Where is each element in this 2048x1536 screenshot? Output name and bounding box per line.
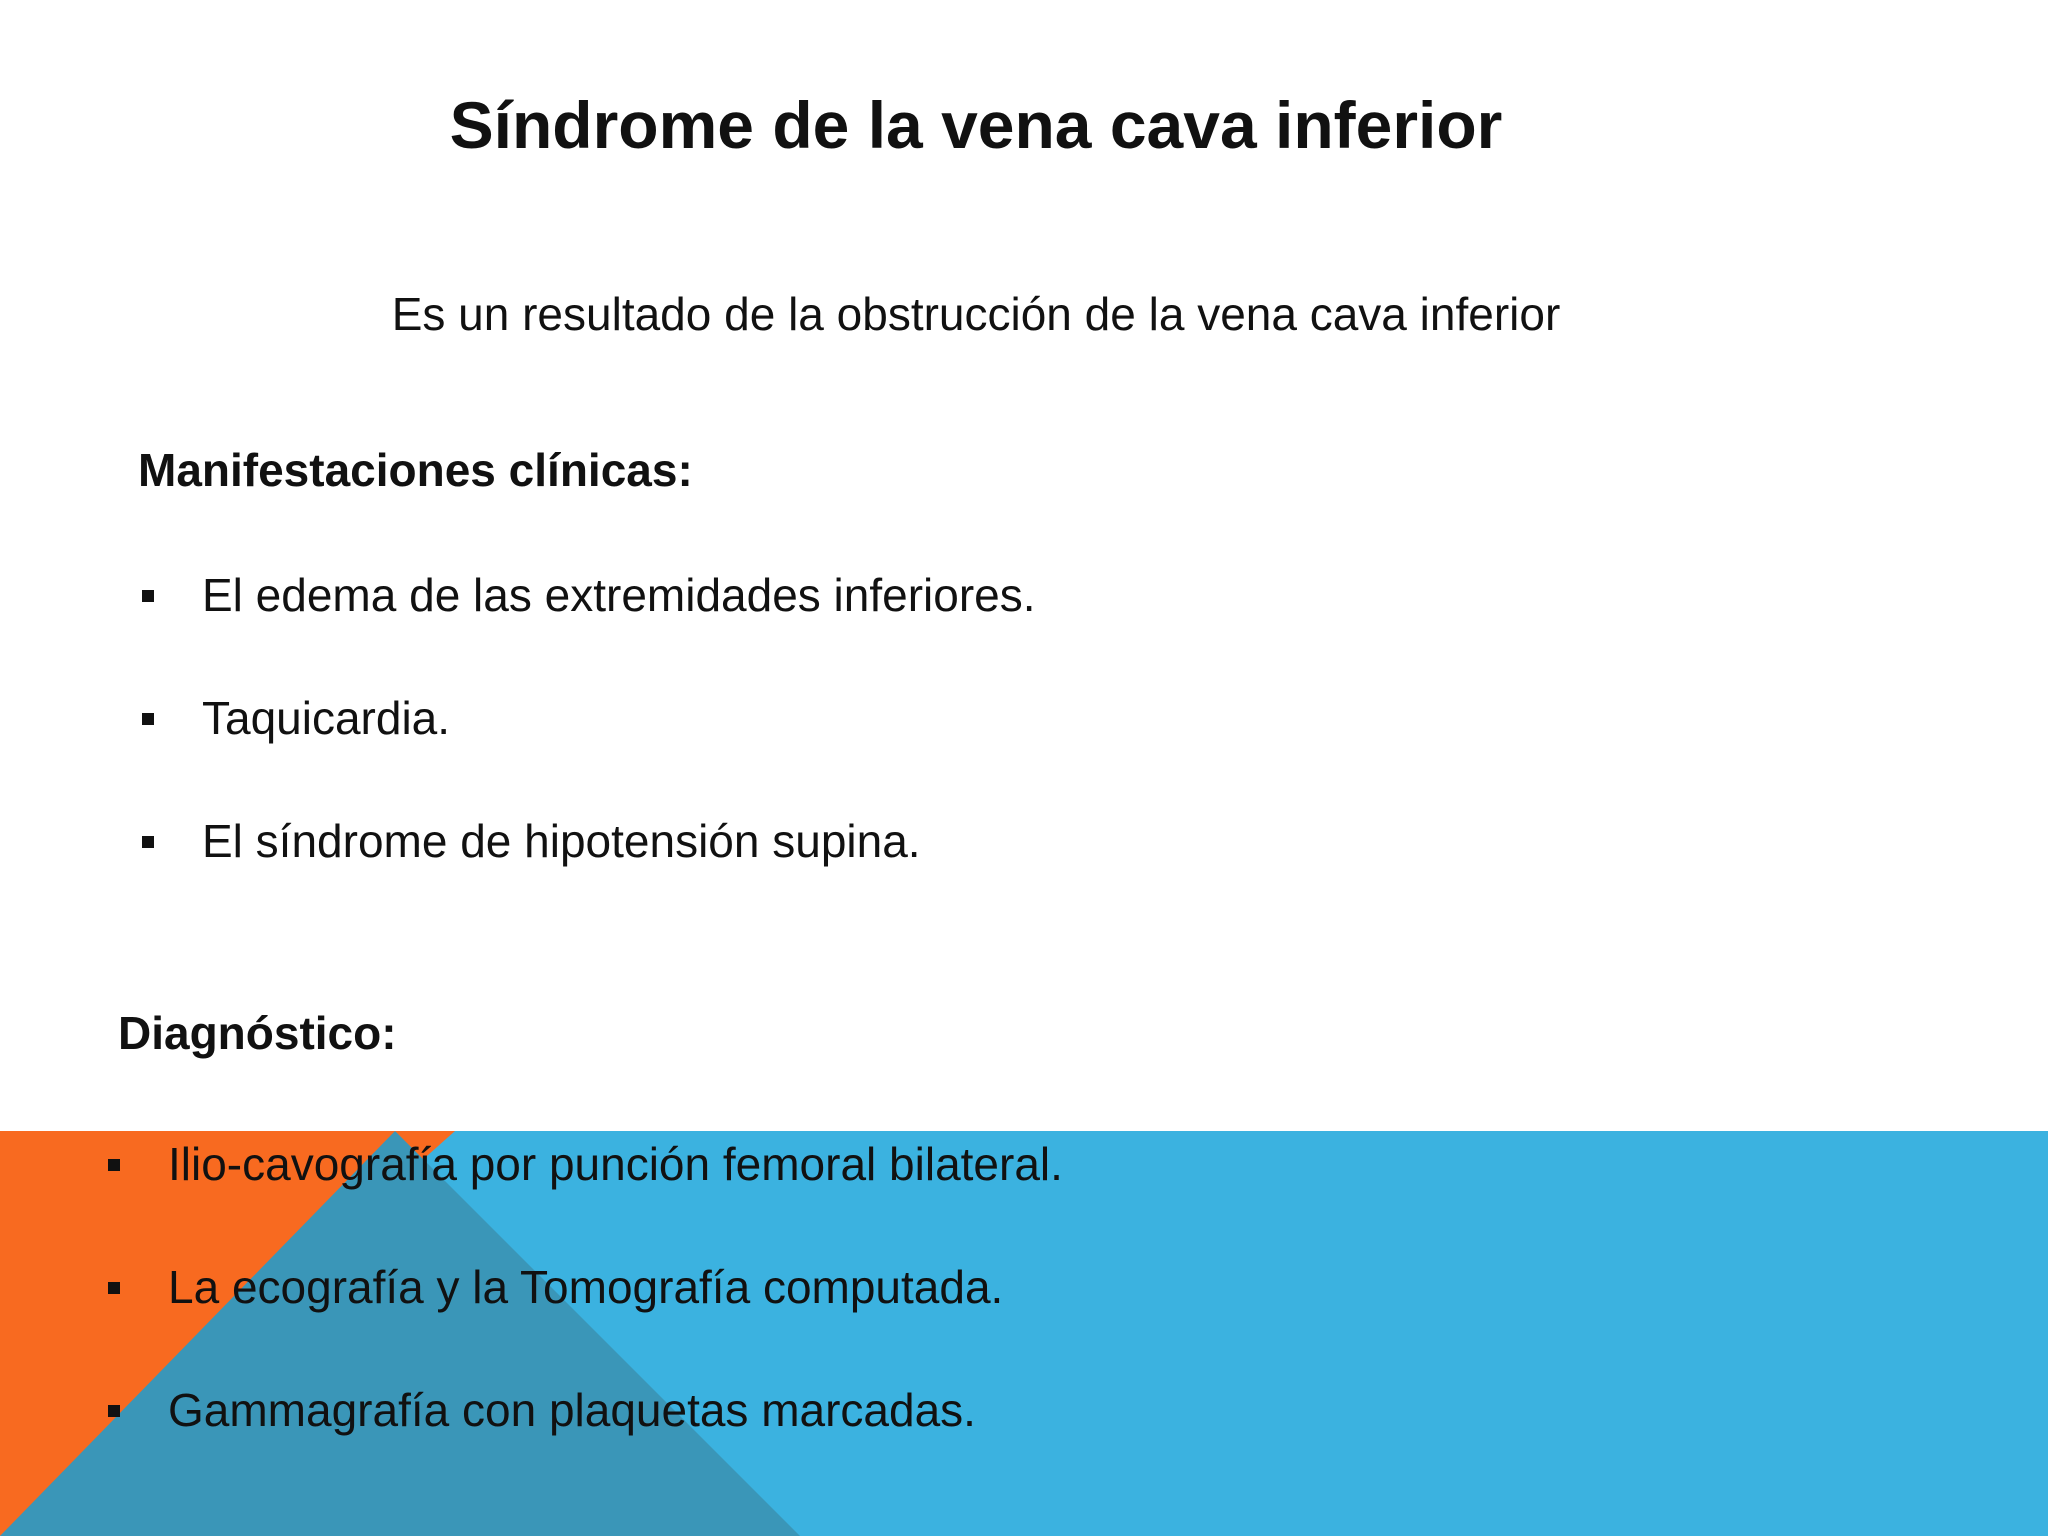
square-bullet-icon: [108, 1405, 120, 1417]
manifestations-heading: Manifestaciones clínicas:: [138, 444, 693, 496]
square-bullet-icon: [142, 590, 154, 602]
square-bullet-icon: [142, 836, 154, 848]
subtitle: Es un resultado de la obstrucción de la vena cava inferior: [391, 288, 1561, 340]
page-title: Síndrome de la vena cava inferior: [449, 88, 1503, 162]
list-item-text: La ecografía y la Tomografía computada.: [168, 1261, 1004, 1313]
square-bullet-icon: [108, 1159, 120, 1171]
list-item-text: El síndrome de hipotensión supina.: [202, 815, 921, 867]
list-item-text: Gammagrafía con plaquetas marcadas.: [168, 1384, 976, 1436]
square-bullet-icon: [108, 1282, 120, 1294]
list-item-text: Ilio-cavografía por punción femoral bilateral.: [168, 1138, 1063, 1190]
diagnosis-heading: Diagnóstico:: [118, 1007, 397, 1059]
square-bullet-icon: [142, 713, 154, 725]
list-item-text: El edema de las extremidades inferiores.: [202, 569, 1036, 621]
list-item-text: Taquicardia.: [202, 692, 451, 744]
